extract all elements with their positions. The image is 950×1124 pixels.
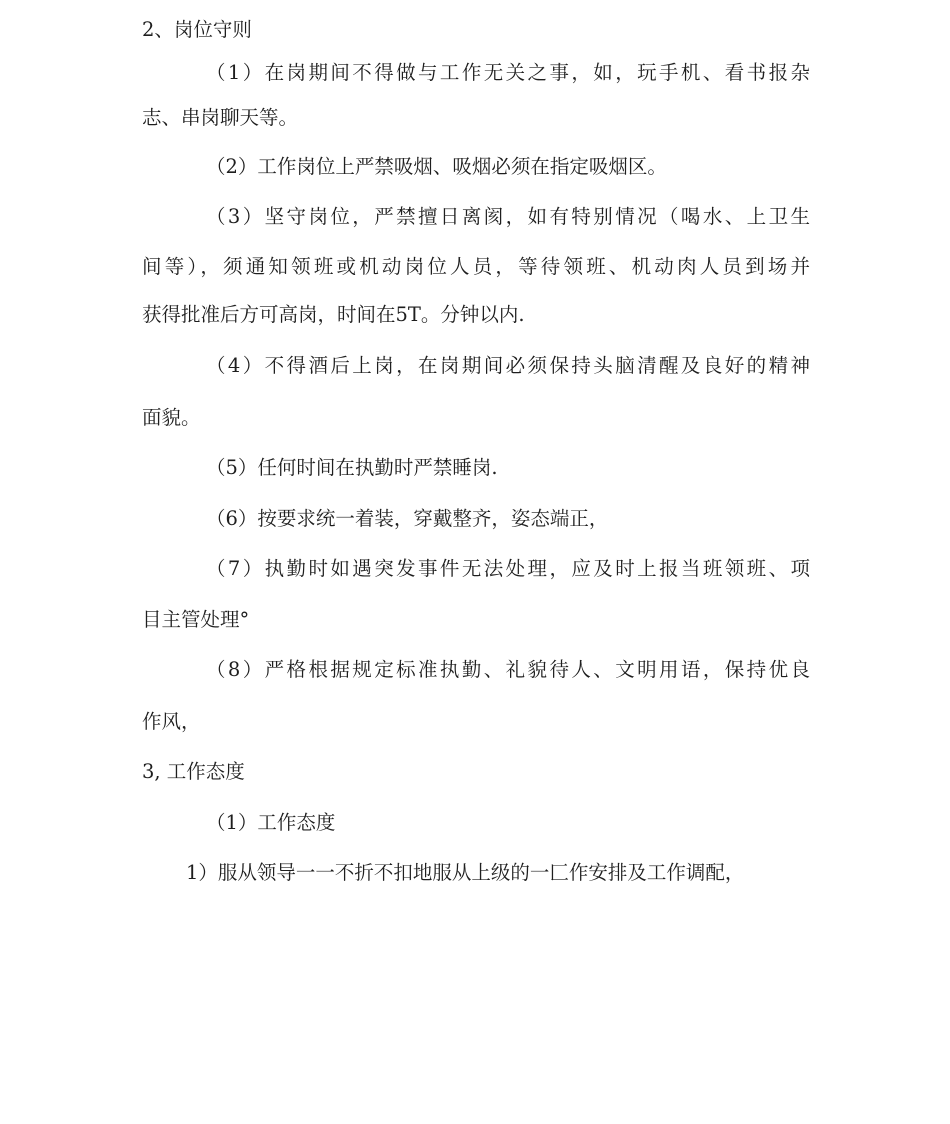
rule-8-line-2: 作风， bbox=[142, 710, 201, 733]
rule-2: （2）工作岗位上严禁吸烟、吸烟必须在指定吸烟区。 bbox=[206, 155, 667, 178]
rule-3-line-3: 获得批准后方可高岗，时间在5T。分钟以内. bbox=[142, 303, 525, 326]
rule-1-line-1: （1）在岗期间不得做与工作无关之事，如，玩手机、看书报杂 bbox=[206, 61, 810, 84]
section-heading-3: 3, 工作态度 bbox=[142, 760, 245, 783]
rule-6: （6）按要求统一着装，穿戴整齐，姿态端正， bbox=[206, 507, 609, 530]
rule-8-line-1: （8）严格根据规定标准执勤、礼貌待人、文明用语，保持优良 bbox=[206, 658, 810, 681]
section-heading-2: 2、岗位守则 bbox=[142, 18, 252, 41]
rule-5: （5）任何时间在执勤时严禁睡岗. bbox=[206, 456, 498, 479]
rule-4-line-2: 面貌。 bbox=[142, 406, 201, 429]
rule-7-line-2: 目主管处理° bbox=[142, 608, 250, 631]
rule-3-line-1: （3）坚守岗位，严禁擅日离阂，如有特别情况（喝水、上卫生 bbox=[206, 205, 810, 228]
rule-3-line-2: 间等），须通知领班或机动岗位人员，等待领班、机动肉人员到场并 bbox=[142, 255, 810, 278]
subheading-3-1: （1）工作态度 bbox=[206, 811, 336, 834]
rule-1-line-2: 志、串岗聊天等。 bbox=[142, 106, 299, 129]
rule-7-line-1: （7）执勤时如遇突发事件无法处理，应及时上报当班领班、项 bbox=[206, 557, 810, 580]
rule-4-line-1: （4）不得酒后上岗，在岗期间必须保持头脑清醒及良好的精神 bbox=[206, 354, 810, 377]
item-3-1-1: 1）服从领导一一不折不扣地服从上级的一匚作安排及工作调配， bbox=[186, 861, 745, 884]
